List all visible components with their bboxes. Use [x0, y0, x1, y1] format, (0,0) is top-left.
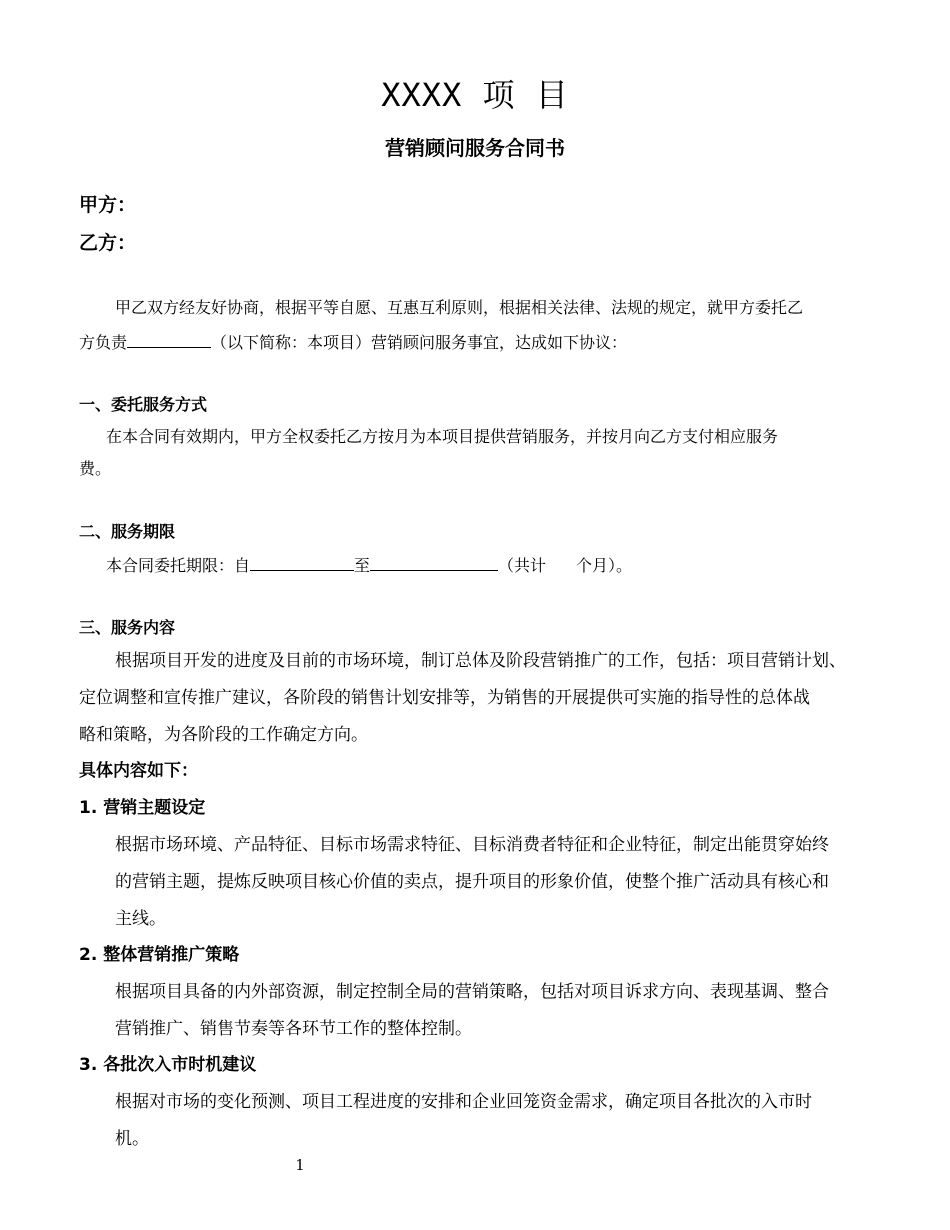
start-date-blank — [250, 556, 354, 571]
page-number: 1 — [295, 1156, 305, 1174]
section-3-heading: 三、服务内容 — [79, 618, 176, 637]
section-1-heading: 一、委托服务方式 — [79, 395, 208, 414]
project-name-blank — [127, 333, 211, 348]
section-3-line-1: 根据项目开发的进度及目前的市场环境，制订总体及阶段营销推广的工作，包括：项目营销计划、 — [115, 651, 846, 671]
term-to: 至 — [354, 556, 371, 575]
intro-line-2 — [79, 333, 627, 351]
section-3-line-3: 略和策略，为各阶段的工作确定方向。 — [79, 725, 368, 745]
party-b-label: 乙方： — [79, 232, 137, 254]
item-1-line-2: 的营销主题，提炼反映项目核心价值的卖点，提升项目的形象价值，使整个推广活动具有核心和 — [115, 872, 829, 892]
item-1-line-1: 根据市场环境、产品特征、目标市场需求特征、目标消费者特征和企业特征，制定出能贯穿始终 — [115, 835, 829, 855]
section-2-heading: 二、服务期限 — [79, 522, 176, 541]
item-1-title: 1. 营销主题设定 — [79, 798, 206, 818]
item-1-line-3: 主线。 — [115, 909, 166, 929]
intro-line-2-end: （以下简称：本项目）营销顾问服务事宜，达成如下协议： — [211, 333, 628, 352]
item-3-line-1: 根据对市场的变化预测、项目工程进度的安排和企业回笼资金需求，确定项目各批次的入市时 — [115, 1092, 812, 1112]
section-1-line-2: 费。 — [79, 459, 112, 478]
item-2-line-2: 营销推广、销售节奏等各环节工作的整体控制。 — [115, 1019, 472, 1039]
section-2-term-line — [106, 556, 632, 574]
intro-line-2-start: 方负责 — [79, 333, 128, 352]
section-3-line-2: 定位调整和宣传推广建议，各阶段的销售计划安排等，为销售的开展提供可实施的指导性的总体战 — [79, 688, 810, 708]
document-title: XXXX 项 目 — [381, 76, 569, 114]
intro-line-1: 甲乙双方经友好协商，根据平等自愿、互惠互利原则，根据相关法律、法规的规定，就甲方委托乙 — [115, 298, 804, 317]
item-2-line-1: 根据项目具备的内外部资源，制定控制全局的营销策略，包括对项目诉求方向、表现基调、整合 — [115, 982, 829, 1002]
end-date-blank — [370, 556, 498, 571]
item-3-line-2: 机。 — [115, 1129, 149, 1149]
term-label: 本合同委托期限：自 — [106, 556, 251, 575]
section-1-line-1: 在本合同有效期内，甲方全权委托乙方按月为本项目提供营销服务，并按月向乙方支付相应服务 — [106, 427, 779, 446]
detail-heading: 具体内容如下： — [79, 761, 198, 781]
item-2-title: 2. 整体营销推广策略 — [79, 945, 240, 965]
document-subtitle: 营销顾问服务合同书 — [385, 136, 565, 160]
item-3-title: 3. 各批次入市时机建议 — [79, 1055, 257, 1075]
term-months: 个月）。 — [576, 556, 633, 575]
party-a-label: 甲方： — [79, 194, 137, 216]
term-total: （共计 — [498, 556, 547, 575]
